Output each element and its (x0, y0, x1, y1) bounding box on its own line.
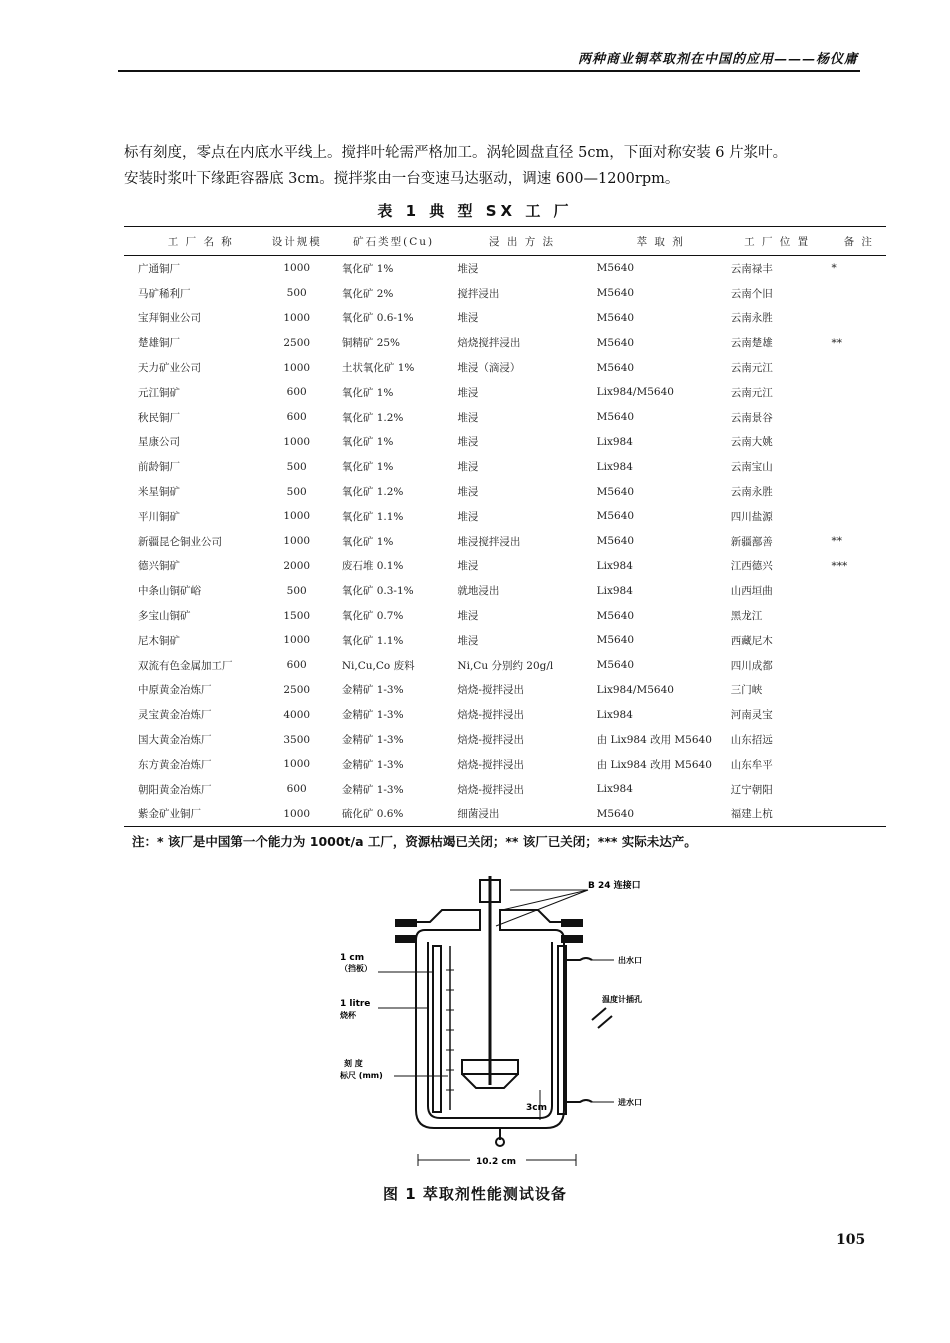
cell-remark (823, 405, 886, 430)
cell-leach: 堆浸 (457, 312, 479, 325)
cell-location: 辽宁朝阳 (730, 783, 773, 796)
col-header-ore: 矿石类型(Cu) (330, 227, 446, 256)
cell-extractant: M5640 (596, 361, 635, 374)
table-row (124, 355, 886, 380)
label-beaker: 烧杯 (340, 1011, 356, 1020)
header-rule (118, 70, 860, 72)
left-clamp-lower (396, 936, 416, 942)
cell-capacity: 1000 (283, 435, 311, 448)
col-header-capacity: 设计规模 (264, 227, 330, 256)
cell-remark (823, 777, 886, 802)
cell-leach: 堆浸 (457, 510, 479, 523)
cell-extractant: M5640 (596, 287, 635, 300)
cell-location: 四川盐源 (730, 510, 773, 523)
cell-ore: 氧化矿 0.7% (341, 610, 404, 623)
cell-ore: 金精矿 1-3% (341, 684, 404, 697)
cell-extractant: Lix984/M5640 (596, 683, 674, 696)
cell-leach: 焙烧-搅拌浸出 (457, 758, 524, 771)
cell-extractant: 由 Lix984 改用 M5640 (596, 734, 712, 747)
cell-plant: 新疆昆仑铜业公司 (138, 535, 222, 548)
water-outlet-pipe (564, 958, 592, 960)
cell-remark (823, 628, 886, 653)
cell-plant: 星康公司 (138, 436, 180, 449)
cell-ore: 氧化矿 2% (341, 287, 394, 300)
cell-location: 云南禄丰 (730, 262, 773, 275)
cell-ore: 氧化矿 1.2% (341, 486, 404, 499)
table-row (124, 678, 886, 703)
label-gap: 3cm (526, 1103, 547, 1113)
cell-plant: 德兴铜矿 (138, 560, 180, 573)
water-inlet-pipe (564, 1100, 592, 1102)
cell-remark (823, 678, 886, 703)
table-row (124, 430, 886, 455)
cell-leach: 堆浸 (457, 436, 479, 449)
label-water-inlet: 进水口 (618, 1098, 642, 1107)
label-scale-title: 刻 度 (344, 1059, 363, 1068)
cell-location: 山西垣曲 (730, 585, 773, 598)
table-footnote: 注：* 该厂是中国第一个能力为 1000t/a 工厂，资源枯竭已关闭；** 该厂已关闭；*** 实际未达产。 (132, 834, 697, 849)
cell-location: 四川成都 (730, 659, 773, 672)
cell-extractant: Lix984 (596, 435, 633, 448)
cell-capacity: 600 (286, 386, 307, 399)
cell-extractant: M5640 (596, 485, 635, 498)
table-row (124, 256, 886, 281)
cell-location: 新疆鄯善 (730, 535, 773, 548)
cell-leach: 堆浸 (457, 486, 479, 499)
running-header: 两种商业铜萃取剂在中国的应用———杨仪庸 (577, 52, 858, 67)
cell-remark (823, 355, 886, 380)
cell-ore: Ni,Cu,Co 废料 (341, 659, 415, 672)
cell-capacity: 1000 (283, 361, 311, 374)
table-row (124, 578, 886, 603)
cell-plant: 国大黄金冶炼厂 (138, 734, 212, 747)
cell-plant: 中原黄金冶炼厂 (138, 684, 212, 697)
cell-plant: 楚雄铜厂 (138, 337, 180, 350)
cell-plant: 平川铜矿 (138, 510, 180, 523)
table-row (124, 306, 886, 331)
cell-remark (823, 504, 886, 529)
cell-ore: 金精矿 1-3% (341, 758, 404, 771)
cell-extractant: M5640 (596, 311, 635, 324)
page-number: 105 (836, 1232, 866, 1248)
cell-ore: 氧化矿 1.1% (341, 510, 404, 523)
cell-capacity: 3500 (283, 733, 311, 746)
cell-leach: 堆浸 (457, 610, 479, 623)
thermometer-port (592, 1008, 612, 1028)
cell-remark (823, 380, 886, 405)
cell-extractant: M5640 (596, 659, 635, 672)
cell-extractant: Lix984 (596, 783, 633, 796)
cell-location: 云南永胜 (730, 486, 773, 499)
cell-capacity: 1000 (283, 510, 311, 523)
cell-leach: 焙烧搅拌浸出 (457, 337, 521, 350)
col-header-leach: 浸 出 方 法 (445, 227, 586, 256)
table-row (124, 380, 886, 405)
cell-plant: 朝阳黄金冶炼厂 (138, 783, 212, 796)
cell-capacity: 1000 (283, 311, 311, 324)
cell-ore: 氧化矿 0.3-1% (341, 585, 414, 598)
label-water-outlet: 出水口 (618, 956, 642, 965)
cell-plant: 元江铜矿 (138, 386, 180, 399)
cell-leach: 堆浸 (457, 262, 479, 275)
cell-location: 三门峡 (730, 684, 763, 697)
cell-remark (823, 479, 886, 504)
cell-capacity: 500 (286, 584, 307, 597)
cell-extractant: M5640 (596, 609, 635, 622)
cell-extractant: Lix984 (596, 708, 633, 721)
cell-plant: 紫金矿业铜厂 (124, 802, 264, 827)
cell-extractant: M5640 (596, 262, 635, 275)
left-clamp (396, 920, 416, 926)
cell-capacity: 1000 (283, 634, 311, 647)
cell-leach: 堆浸 (457, 386, 479, 399)
table-row (124, 504, 886, 529)
cell-capacity: 500 (286, 460, 307, 473)
table-row (124, 628, 886, 653)
table-header-row (124, 227, 886, 256)
cell-remark (823, 578, 886, 603)
figure-caption: 图 1 萃取剂性能测试设备 (383, 1185, 567, 1203)
cell-leach: 焙烧-搅拌浸出 (457, 783, 524, 796)
cell-leach: 堆浸 (457, 461, 479, 474)
cell-leach: 堆浸（滴浸） (457, 362, 521, 375)
cell-plant: 秋民铜厂 (138, 411, 180, 424)
cell-ore: 氧化矿 0.6-1% (341, 312, 414, 325)
cell-leach: 细菌浸出 (445, 802, 586, 827)
cell-leach: 堆浸 (457, 411, 479, 424)
table-row (124, 330, 886, 355)
cell-plant: 马矿稀利厂 (138, 287, 191, 300)
cell-leach: 焙烧-搅拌浸出 (457, 709, 524, 722)
cell-remark (823, 306, 886, 331)
sx-plants-table (124, 226, 886, 827)
cell-ore: 铜精矿 25% (341, 337, 401, 350)
cell-capacity: 1000 (283, 262, 311, 275)
cell-leach: Ni,Cu 分别约 20g/l (457, 659, 554, 672)
cell-location: 云南景谷 (730, 411, 773, 424)
cell-remark (823, 430, 886, 455)
baffle (433, 946, 441, 1112)
cell-remark: *** (831, 559, 848, 572)
cell-ore: 氧化矿 1% (341, 262, 394, 275)
cell-location: 云南元江 (730, 386, 773, 399)
cell-capacity: 2500 (283, 683, 311, 696)
cell-location: 云南永胜 (730, 312, 773, 325)
cell-ore: 氧化矿 1.1% (341, 634, 404, 647)
cell-capacity: 2500 (283, 336, 311, 349)
extraction-test-apparatus-figure (330, 870, 660, 1170)
cell-capacity: 1500 (283, 609, 311, 622)
cell-capacity: 600 (286, 783, 307, 796)
cell-leach: 就地浸出 (457, 585, 500, 598)
table-row (124, 603, 886, 628)
cell-ore: 硫化矿 0.6% (330, 802, 446, 827)
label-scale-unit: 标尺 (mm) (340, 1071, 383, 1080)
table-row (124, 405, 886, 430)
right-clamp (562, 920, 582, 926)
cell-remark (823, 653, 886, 678)
cell-remark (823, 454, 886, 479)
cell-plant: 广通铜厂 (138, 262, 180, 275)
col-header-plant: 工 厂 名 称 (124, 227, 264, 256)
table-row (124, 454, 886, 479)
cell-plant: 前龄铜厂 (138, 461, 180, 474)
table-title: 表 1 典 型 SX 工 厂 (377, 202, 573, 220)
table-row (124, 702, 886, 727)
label-beaker-volume: 1 litre (340, 999, 371, 1009)
cell-capacity: 600 (286, 411, 307, 424)
cell-ore: 金精矿 1-3% (341, 783, 404, 796)
cell-remark: ** (831, 336, 842, 349)
label-b24: B 24 连接口 (588, 881, 641, 891)
cell-extractant: Lix984 (596, 584, 633, 597)
cell-leach: 搅拌浸出 (457, 287, 500, 300)
cell-location: 西藏尼木 (730, 634, 773, 647)
cell-ore: 废石堆 0.1% (341, 560, 404, 573)
cell-leach: 焙烧-搅拌浸出 (457, 734, 524, 747)
table-row (124, 752, 886, 777)
cell-remark (823, 281, 886, 306)
table-row (124, 802, 886, 827)
table-row (124, 281, 886, 306)
cell-location: 山东招远 (730, 734, 773, 747)
cell-plant: 双流有色金属加工厂 (138, 659, 233, 672)
cell-plant: 米星铜矿 (138, 486, 180, 499)
cell-extractant: M5640 (587, 802, 725, 827)
cell-plant: 天力矿业公司 (138, 362, 201, 375)
cell-location: 云南个旧 (730, 287, 773, 300)
cell-extractant: Lix984/M5640 (596, 386, 674, 399)
cell-extractant: M5640 (596, 411, 635, 424)
body-paragraph: 标有刻度，零点在内底水平线上。搅拌叶轮需严格加工。涡轮圆盘直径 5cm，下面对称安装 6 片浆叶。 安装时浆叶下缘距容器底 3cm。搅拌浆由一台变速马达驱动，调速 600—1200rpm。 (124, 145, 788, 187)
cell-remark (823, 727, 886, 752)
label-thermometer-port: 温度计插孔 (602, 995, 642, 1004)
cell-extractant: Lix984 (596, 460, 633, 473)
table-row (124, 727, 886, 752)
cell-ore: 土状氧化矿 1% (341, 362, 415, 375)
cell-ore: 氧化矿 1% (341, 436, 394, 449)
col-header-remark: 备 注 (823, 227, 886, 256)
cell-location: 云南宝山 (730, 461, 773, 474)
cell-remark (823, 702, 886, 727)
cell-extractant: M5640 (596, 510, 635, 523)
cell-ore: 氧化矿 1% (341, 386, 394, 399)
cell-leach: 焙烧-搅拌浸出 (457, 684, 524, 697)
table-row (124, 479, 886, 504)
cell-plant: 多宝山铜矿 (138, 610, 191, 623)
cell-plant: 灵宝黄金冶炼厂 (138, 709, 212, 722)
cell-capacity: 1000 (283, 535, 311, 548)
cell-leach: 堆浸 (457, 560, 479, 573)
cell-extractant: Lix984 (596, 559, 633, 572)
cell-extractant: M5640 (596, 634, 635, 647)
cell-capacity: 600 (286, 659, 307, 672)
cell-extractant: M5640 (596, 535, 635, 548)
cell-location: 河南灵宝 (730, 709, 773, 722)
cell-remark (823, 802, 886, 827)
label-baffle: （挡板） (340, 964, 372, 973)
cell-location: 江西德兴 (730, 560, 773, 573)
cell-location: 云南元江 (730, 362, 773, 375)
col-header-extractant: 萃 取 剂 (587, 227, 725, 256)
cell-location: 云南楚雄 (730, 337, 773, 350)
cell-capacity: 1000 (283, 758, 311, 771)
cell-extractant: M5640 (596, 336, 635, 349)
table-row (124, 529, 886, 554)
label-baffle-size: 1 cm (340, 953, 365, 963)
cell-remark: ** (831, 535, 842, 548)
cell-plant: 中条山铜矿峪 (138, 585, 201, 598)
cell-capacity: 2000 (283, 559, 311, 572)
cell-capacity: 500 (286, 287, 307, 300)
cell-capacity: 1000 (264, 802, 330, 827)
table-row (124, 653, 886, 678)
cell-plant: 东方黄金冶炼厂 (138, 758, 212, 771)
cell-extractant: 由 Lix984 改用 M5640 (596, 758, 712, 771)
cell-ore: 金精矿 1-3% (341, 734, 404, 747)
cell-location: 云南大姚 (730, 436, 773, 449)
cell-remark (823, 603, 886, 628)
table-row (124, 777, 886, 802)
cell-capacity: 4000 (283, 708, 311, 721)
cell-leach: 堆浸 (457, 634, 479, 647)
cell-plant: 尼木铜矿 (138, 634, 180, 647)
cell-remark (823, 752, 886, 777)
cell-ore: 氧化矿 1.2% (341, 411, 404, 424)
cell-ore: 金精矿 1-3% (341, 709, 404, 722)
cell-plant: 宝拜铜业公司 (138, 312, 201, 325)
cell-remark: * (831, 262, 837, 275)
cell-capacity: 500 (286, 485, 307, 498)
apparatus-diagram (330, 870, 660, 1170)
cell-leach: 堆浸搅拌浸出 (457, 535, 521, 548)
col-header-location: 工 厂 位 置 (725, 227, 824, 256)
cell-ore: 氧化矿 1% (341, 535, 394, 548)
label-width: 10.2 cm (476, 1157, 517, 1167)
table-row (124, 554, 886, 579)
cell-ore: 氧化矿 1% (341, 461, 394, 474)
cell-location: 福建上杭 (725, 802, 824, 827)
cell-location: 山东牟平 (730, 758, 773, 771)
cell-location: 黑龙江 (730, 610, 763, 623)
